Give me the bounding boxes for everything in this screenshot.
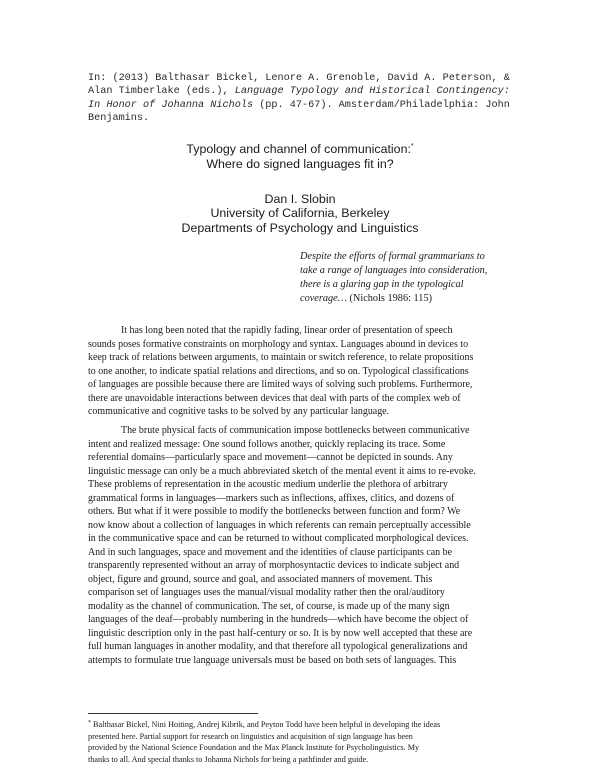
paper-title [0,140,600,172]
citation-header [88,72,528,126]
paragraph-line: And in such languages, space and movement and the identities of clause participants can be [88,546,452,558]
title-line-2: Where do signed languages fit in? [206,156,394,171]
paragraph-line: keep track of relations between arguments, to maintain or switch reference, to relate propositions [88,352,474,363]
paragraph-line: intent and realized message: One sound follows another, quickly replacing its trace. Some [88,438,446,450]
footnote-line: * Balthasar Bickel, Nini Hoiting, Andrej Kibrik, and Peyton Todd have been helpful in developing the ideas [88,720,441,729]
citation-line: In: (2013) Balthasar Bickel, Lenore A. Grenoble, David A. Peterson, & [88,73,510,84]
paragraph-line: modality as the channel of communication. The set, of course, is made up of the many sign [88,600,450,612]
epigraph-line: there is a glaring gap in the typological [300,279,464,291]
paragraph-line: referential domains—particularly space and movement—cannot be depicted in sounds. Any [88,452,453,463]
paragraph-line: now know about a collection of languages in which referents can remain perceptually accessible [88,519,471,531]
paragraph-line: comparison set of languages uses the manual/visual modality rather then the oral/auditory [88,587,445,598]
paragraph-line: sounds poses formative constraints on morphology and syntax. Languages abound in devices to [88,338,469,350]
paragraph-line: full human languages in another modality, and that therefore all typological generalizations and [88,641,468,652]
paragraph-line: others. But what if it were possible to modify the bottlenecks between function and form? We [88,506,461,517]
paragraph-line: linguistic message can only be a much abbreviated sketch of the mental event it aims to re-evoke. [88,465,476,477]
paragraph-line: linguistic description only in the past half-century or so. It is by now well accepted that these are [88,627,473,639]
author-name: Dan I. Slobin [264,191,336,206]
book-title: Language Typology and Historical Contingency: [234,86,510,98]
epigraph-line: coverage… (Nichols 1986: 115) [300,293,433,305]
paragraph-line: object, figure and ground, source and goal, and associated manners of movement. This [88,573,433,585]
title-block [0,140,600,236]
paragraph-line: grammatical forms in languages—markers such as inflections, affixes, clitics, and dozens of [88,492,455,504]
paragraph-line: of languages are possible because there are limited ways of solving such problems. Furthermore, [88,379,473,390]
epigraph-line: Despite the efforts of formal grammarians to [300,251,485,262]
footnote-divider [88,713,258,714]
footnote [88,718,528,765]
paragraph-line: there are unavoidable interactions between devices that deal with parts of the complex web of [88,392,461,404]
author-block [0,192,600,236]
footnote-line: provided by the National Science Foundation and the Max Planck Institute for Psycholinguistics. My [88,743,420,752]
paragraph-line: languages of the deaf—probably numbering in the hundreds—which have become the object of [88,614,469,625]
author-department: Departments of Psychology and Linguistics [181,221,419,236]
paragraph-line: attempts to formulate true language universals must be based on both sets of languages. This [88,654,457,666]
paragraph-line: transparently represented without an array of morphosyntactic devices to indicate subject and [88,560,460,571]
paragraph-line: to one another, to indicate spatial relations and directions, and so on. Typological classifications [88,365,469,377]
title-footnote-mark: * [410,143,414,150]
paragraph-line: It has long been noted that the rapidly fading, linear order of presentation of speech [121,325,453,336]
paragraph-2 [88,424,528,667]
epigraph-line: take a range of languages into consideration, [300,265,488,277]
citation-line: Benjamins. [88,113,150,125]
paragraph-1 [88,324,528,419]
citation-line: In Honor of Johanna Nichols (pp. 47-67). Amsterdam/Philadelphia: John [88,99,510,111]
footnote-mark: * [88,720,91,726]
epigraph [300,250,540,306]
footnote-line: thanks to all. And special thanks to Johanna Nichols for being a pathfinder and guide. [88,754,369,764]
book-subtitle: In Honor of Johanna Nichols [88,99,254,111]
paragraph-line: communicative and cognitive tasks to be solved by any particular language. [88,406,390,417]
footnote-line: presented here. Partial support for research on linguistics and acquisition of sign language has been [88,731,413,741]
paragraph-line: These problems of representation in the acoustic medium underlie the plethora of arbitrary [88,479,448,490]
title-line-1: Typology and channel of communication:* [186,142,414,156]
paragraph-line: The brute physical facts of communication impose bottlenecks between communicative [121,425,470,436]
paragraph-line: in the communicative space and can be returned to without complicated morphological devices. [88,533,469,544]
epigraph-source: (Nichols 1986: 115) [349,293,433,305]
author-affiliation: University of California, Berkeley [210,206,390,221]
citation-line: Alan Timberlake (eds.), Language Typology and Historical Contingency: [88,86,510,98]
